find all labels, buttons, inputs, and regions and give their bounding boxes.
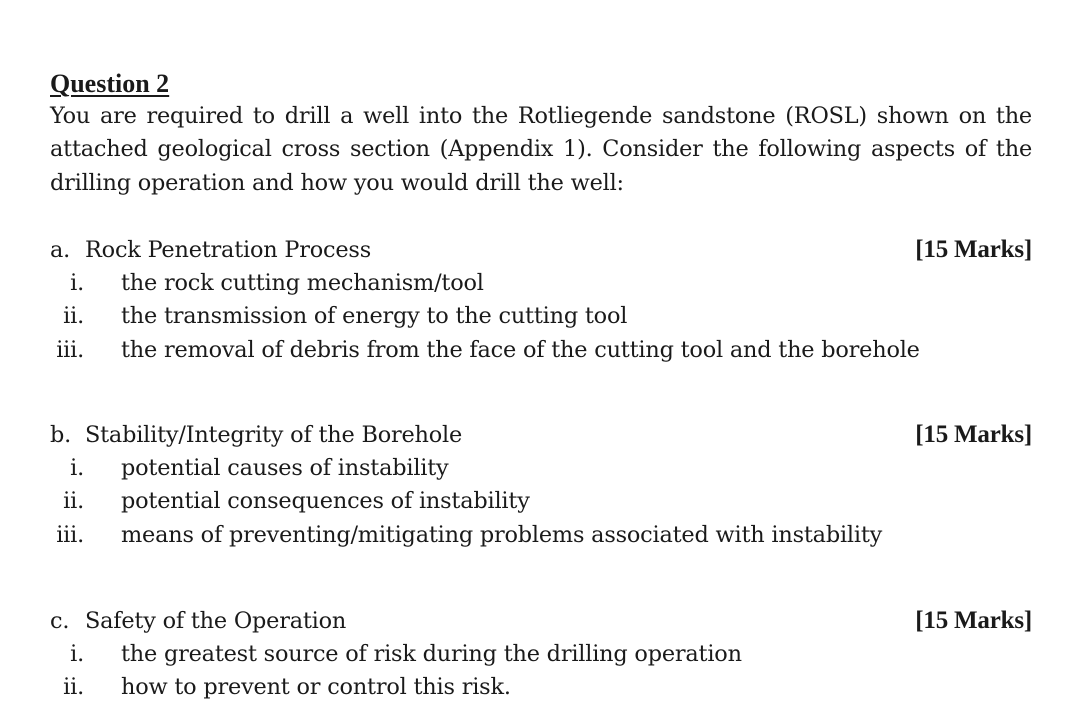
item-number: ii. — [63, 488, 84, 515]
item-number: i. — [70, 270, 84, 296]
item-number: iii. — [56, 336, 84, 363]
part-title: Safety of the Operation — [85, 608, 347, 634]
question-intro: You are required to drill a well into the Rotliegende sandstone (ROSL) shown on the attached geological cross section (Appendix 1). Consider the following aspects of the drilling operation and how you would drill the well: — [50, 103, 1032, 196]
part-title: Rock Penetration Process — [85, 237, 371, 263]
list-item — [50, 452, 1032, 485]
question-document — [50, 68, 1032, 701]
list-item — [50, 519, 1032, 552]
part-a-header — [50, 233, 1032, 267]
list-item — [50, 300, 1032, 333]
item-number: ii. — [63, 674, 84, 701]
marks-label: [15 Marks] — [915, 607, 1032, 634]
part-letter: b. — [50, 422, 72, 448]
marks-label: [15 Marks] — [915, 236, 1032, 263]
item-number: i. — [70, 455, 84, 481]
part-letter: c. — [50, 608, 70, 634]
list-item — [50, 638, 1032, 671]
part-letter: a. — [50, 237, 71, 263]
list-item — [50, 671, 1032, 704]
list-item — [50, 267, 1032, 300]
item-number: i. — [70, 641, 84, 667]
part-b — [50, 418, 1032, 552]
item-text: the rock cutting mechanism/tool — [121, 270, 484, 296]
part-b-header — [50, 418, 1032, 452]
item-text: the greatest source of risk during the drilling operation — [121, 641, 742, 667]
list-item — [50, 334, 1032, 367]
part-c — [50, 604, 1032, 705]
item-text: means of preventing/mitigating problems associated with instability — [121, 521, 883, 548]
item-text: how to prevent or control this risk. — [121, 674, 511, 701]
item-text: potential causes of instability — [121, 455, 449, 481]
item-text: the removal of debris from the face of the cutting tool and the borehole — [121, 336, 920, 363]
list-item — [50, 485, 1032, 518]
part-a — [50, 233, 1032, 367]
question-heading: Question 2 — [50, 69, 170, 98]
item-number: ii. — [63, 303, 84, 330]
item-number: iii. — [56, 521, 84, 548]
marks-label: [15 Marks] — [915, 421, 1032, 448]
part-c-header — [50, 604, 1032, 638]
part-title: Stability/Integrity of the Borehole — [85, 422, 463, 448]
item-text: the transmission of energy to the cutting tool — [121, 303, 628, 330]
item-text: potential consequences of instability — [121, 488, 530, 515]
